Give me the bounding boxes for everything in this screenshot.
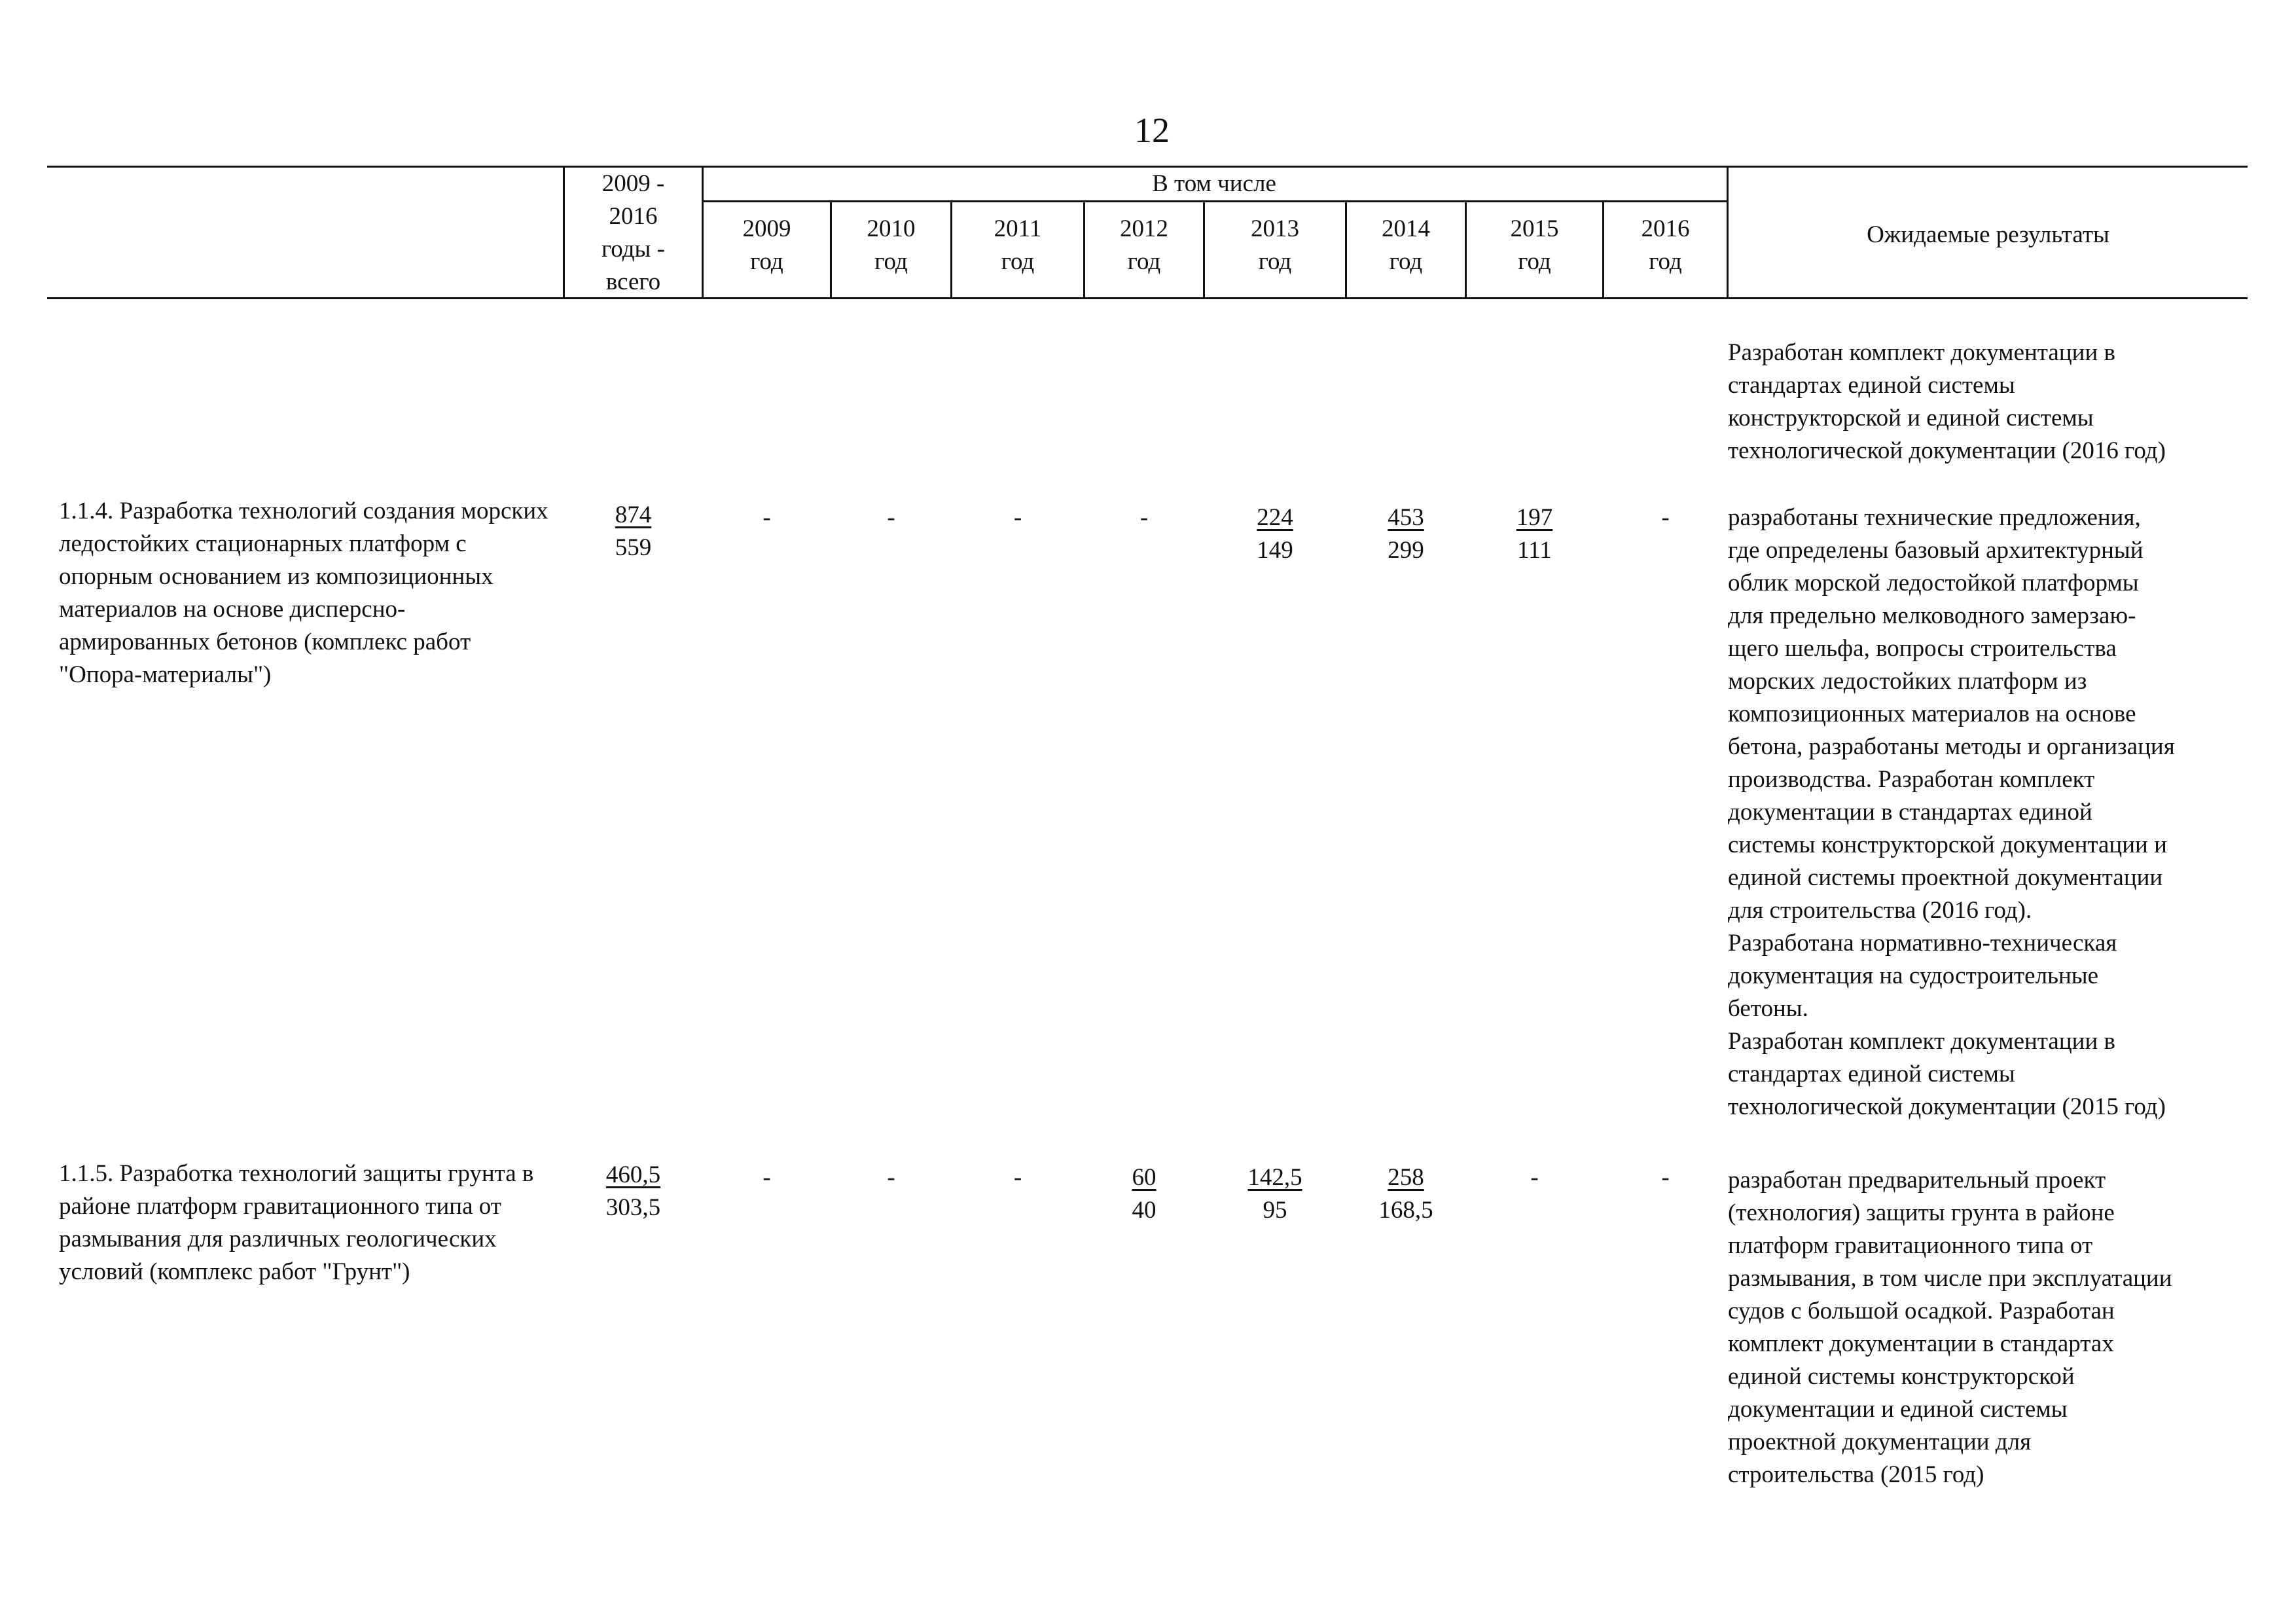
header-year-unit: год (1001, 248, 1035, 275)
year-value-2012 (1085, 501, 1203, 534)
year-value-2013 (1205, 501, 1345, 567)
total-budget-value: 303,5 (605, 1194, 661, 1221)
value-bottom: 149 (1257, 537, 1293, 564)
page-number: 12 (1134, 111, 1170, 150)
total-budget-value: 559 (615, 534, 652, 561)
header-year-unit: год (1258, 248, 1292, 275)
header-year: 2013 (1251, 215, 1299, 242)
header-year-unit: год (874, 248, 908, 275)
year-subheader-rule (702, 200, 1727, 202)
header-total-line: 2009 - (601, 170, 665, 197)
year-value-2014 (1347, 1161, 1465, 1227)
value-top: - (1661, 504, 1670, 531)
header-year-unit: год (750, 248, 783, 275)
total-planned-value: 460,5 (605, 1161, 661, 1188)
year-value-2015 (1467, 1161, 1602, 1194)
header-year-unit: год (1127, 248, 1161, 275)
value-top: - (762, 504, 771, 531)
header-year: 2009 (742, 215, 791, 242)
header-year: 2011 (994, 215, 1042, 242)
value-bottom: 111 (1517, 537, 1552, 564)
header-total-line: годы - (601, 236, 665, 263)
value-top: - (887, 1164, 895, 1191)
header-year-2009 (704, 213, 830, 278)
year-value-2010 (832, 1161, 950, 1194)
row-result-text: разработан предварительный проект (технология) защиты грунта в районе платформ гравитационного типа от размывания, в том числе при эксплуатации судов с большой осадкой. Разработан комплект документации в стандартах единой системы конструкторской документации и единой системы проектной документации для строительства (2015 год) (1728, 1167, 2172, 1488)
row-result-text: разработаны технические предложения, где определены базовый архитектурный облик морской ледостойкой платформы для предельно мелководного замерзаю- щего шельфа, вопросы строительства морских ледостойких платформ из композиционных материалов на основе бетона, разработаны методы и организация производства. Разработан комплект документации в стандартах единой системы конструкторской документации и единой системы проектной документации для строительства (2016 год). Разработана нормативно-техническая документация на судостроительные бетоны. Разработан комплект документации в стандартах единой системы технологической документации (2015 год) (1728, 504, 2175, 1120)
header-year-unit: год (1518, 248, 1551, 275)
row-total-value (565, 499, 702, 564)
header-year-unit: год (1389, 248, 1423, 275)
year-value-2011 (952, 501, 1083, 534)
value-top: 60 (1132, 1164, 1157, 1191)
value-top: - (887, 504, 895, 531)
value-top: 258 (1388, 1164, 1424, 1191)
value-top: - (1013, 1164, 1022, 1191)
year-value-2014 (1347, 501, 1465, 567)
header-year: 2015 (1510, 215, 1559, 242)
header-results-label: Ожидаемые результаты (1867, 221, 2109, 248)
header-year-2015 (1467, 213, 1602, 278)
value-bottom: 168,5 (1378, 1197, 1433, 1224)
year-value-2016 (1604, 1161, 1727, 1194)
year-value-2012 (1085, 1161, 1203, 1227)
year-value-2010 (832, 501, 950, 534)
header-year-2013 (1205, 213, 1345, 278)
carryover-result-text: Разработан комплект документации в стандартах единой системы конструкторской и единой системы технологической документации (2016 год) (1728, 339, 2166, 464)
header-year-2012 (1085, 213, 1203, 278)
row-title: 1.1.4. Разработка технологий создания морских ледостойких стационарных платформ с опорным основанием из композиционных материалов на основе дисперсно-армированных бетонов (комплекс работ "Опора-материалы") (59, 498, 548, 688)
year-value-2016 (1604, 501, 1727, 534)
value-bottom: 299 (1388, 537, 1424, 564)
value-bottom: 95 (1263, 1197, 1287, 1224)
year-value-2013 (1205, 1161, 1345, 1227)
value-top: - (1530, 1164, 1539, 1191)
header-year-2014 (1347, 213, 1465, 278)
header-total-column (565, 168, 702, 299)
year-value-2009 (704, 1161, 830, 1194)
year-value-2011 (952, 1161, 1083, 1194)
header-year: 2014 (1382, 215, 1430, 242)
header-total-line: 2016 (609, 203, 658, 230)
header-total-line: всего (605, 268, 661, 295)
header-year: 2010 (867, 215, 916, 242)
row-total-value (565, 1159, 702, 1224)
header-year-unit: год (1649, 248, 1682, 275)
header-year-2010 (832, 213, 950, 278)
header-year-2011 (952, 213, 1083, 278)
header-year: 2016 (1641, 215, 1690, 242)
value-top: - (762, 1164, 771, 1191)
value-top: 453 (1388, 504, 1424, 531)
value-bottom: 40 (1132, 1197, 1157, 1224)
header-year: 2012 (1120, 215, 1168, 242)
value-top: 224 (1257, 504, 1293, 531)
value-top: 197 (1516, 504, 1553, 531)
value-top: - (1013, 504, 1022, 531)
value-top: - (1139, 504, 1149, 531)
row-title: 1.1.5. Разработка технологий защиты грунта в районе платформ гравитационного типа от размывания для различных геологических условий (комплекс работ "Грунт") (59, 1160, 534, 1285)
value-top: 142,5 (1247, 1164, 1302, 1191)
year-value-2015 (1467, 501, 1602, 567)
value-top: - (1661, 1164, 1670, 1191)
header-in-total-label: В том числе (1152, 170, 1276, 197)
year-value-2009 (704, 501, 830, 534)
total-planned-value: 874 (615, 501, 652, 528)
header-year-2016 (1604, 213, 1727, 278)
header-bottom-rule (47, 297, 2248, 299)
